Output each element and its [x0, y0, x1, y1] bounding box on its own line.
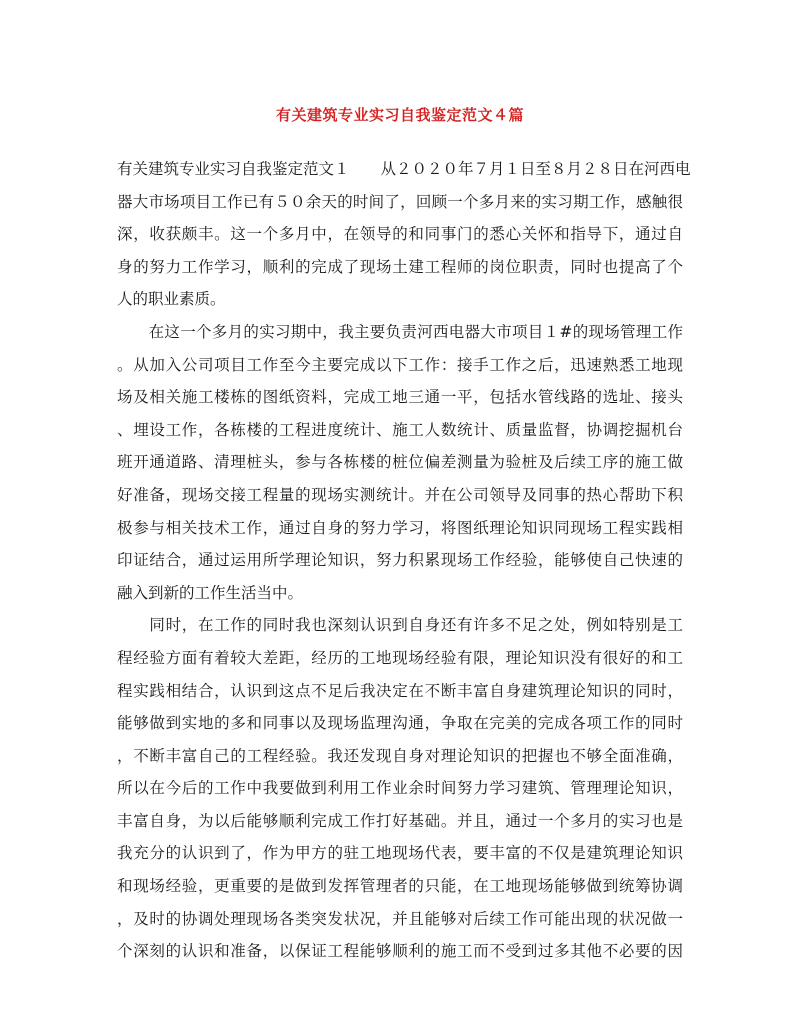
body-line: 我充分的认识到了，作为甲方的驻工地现场代表，要丰富的不仅是建筑理论知识: [117, 844, 683, 863]
body-line: 能够做到实地的多和同事以及现场监理沟通，争取在完美的完成各项工作的同时: [117, 714, 683, 733]
body-line: 个深刻的认识和准备，以保证工程能够顺利的施工而不受到过多其他不必要的因: [117, 942, 683, 961]
body-line: ，及时的协调处理现场各类突发状况，并且能够对后续工作可能出现的状况做一: [117, 909, 683, 928]
body-line: 器大市场项目工作已有５０余天的时间了，回顾一个多月来的实习期工作，感触很: [117, 192, 683, 211]
body-line: 班开通道路、清理桩头，参与各栋楼的桩位偏差测量为验桩及后续工序的施工做: [117, 453, 683, 472]
body-line: 所以在今后的工作中我要做到利用工作业余时间努力学习建筑、管理理论知识，: [117, 779, 683, 798]
document-body: [117, 153, 691, 968]
body-line: 和现场经验，更重要的是做到发挥管理者的只能，在工地现场能够做到统筹协调: [117, 877, 683, 896]
body-line: 丰富自身，为以后能够顺利完成工作打好基础。并且，通过一个多月的实习也是: [117, 811, 683, 830]
body-line: 极参与相关技术工作，通过自身的努力学习，将图纸理论知识同现场工程实践相: [117, 518, 683, 537]
document-title: 有关建筑专业实习自我鉴定范文４篇: [275, 106, 524, 124]
body-line: 深，收获颇丰。这一个多月中，在领导的和同事门的悉心关怀和指导下，通过自: [117, 225, 683, 244]
body-line: 有关建筑专业实习自我鉴定范文１ 从２０２０年７月１日至８月２８日在河西电: [117, 160, 691, 178]
body-line: 同时，在工作的同时我也深刻认识到自身还有许多不足之处，例如特别是工: [117, 616, 683, 635]
body-line: 印证结合，通过运用所学理论知识，努力积累现场工作经验，能够使自己快速的: [117, 551, 683, 570]
body-line: ，不断丰富自己的工程经验。我还发现自身对理论知识的把握也不够全面准确，: [117, 746, 683, 765]
body-line: 在这一个多月的实习期中，我主要负责河西电器大市项目１#的现场管理工作: [117, 322, 683, 341]
body-line: 人的职业素质。: [117, 290, 226, 309]
body-line: 。从加入公司项目工作至今主要完成以下工作：接手工作之后，迅速熟悉工地现: [117, 355, 683, 374]
body-line: 程经验方面有着较大差距，经历的工地现场经验有限，理论知识没有很好的和工: [117, 648, 683, 667]
body-line: 、埋设工作，各栋楼的工程进度统计、施工人数统计、质量监督，协调挖掘机台: [117, 420, 683, 439]
body-line: 场及相关施工楼栋的图纸资料，完成工地三通一平，包括水管线路的选址、接头: [117, 388, 683, 407]
body-line: 程实践相结合，认识到这点不足后我决定在不断丰富自身建筑理论知识的同时，: [117, 681, 683, 700]
body-line: 融入到新的工作生活当中。: [117, 583, 304, 602]
body-line: 好准备，现场交接工程量的现场实测统计。并在公司领导及同事的热心帮助下积: [117, 485, 683, 504]
body-line: 身的努力工作学习，顺利的完成了现场土建工程师的岗位职责，同时也提高了个: [117, 257, 683, 276]
